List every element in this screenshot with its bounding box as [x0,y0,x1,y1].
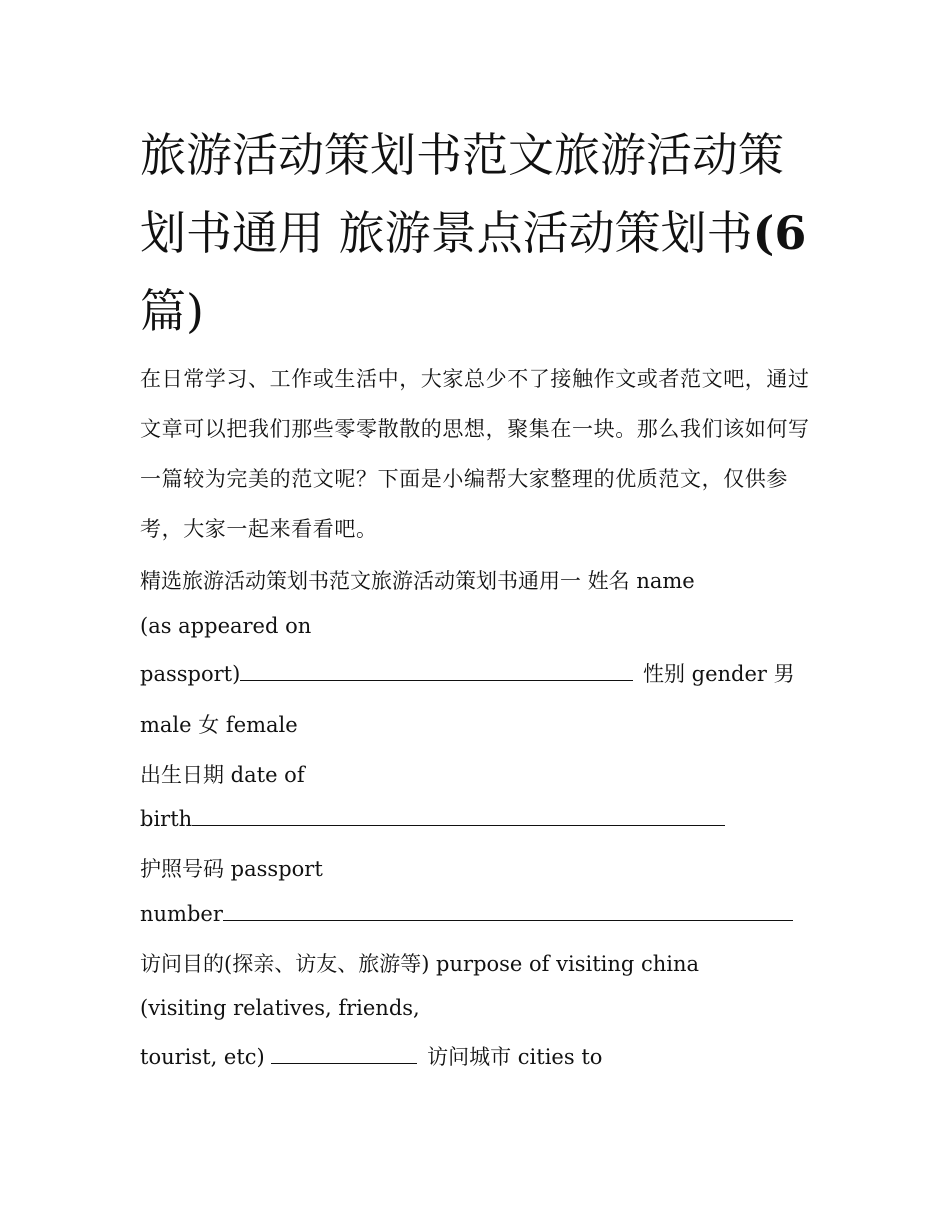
form-line-passport-name-note [140,611,311,641]
birth-blank[interactable] [192,805,725,826]
form-line-purpose [140,949,699,979]
form-line-tourist [140,1042,602,1072]
form-line-name [140,566,695,596]
form-line-passport-number-label [140,854,323,884]
intro-paragraph: 在日常学习、工作或生活中，大家总少不了接触作文或者范文吧，通过文章可以把我们那些零零散散的思想，聚集在一块。那么我们该如何写一篇较为完美的范文呢？下面是小编帮大家整理的优质范文，仅供参考，大家一起来看看吧。 [140,367,810,541]
title-text-suffix: 篇) [140,284,204,338]
purpose-blank[interactable] [271,1043,417,1064]
form-line-purpose-examples [140,993,420,1023]
form-line-name-text: 精选旅游活动策划书范文旅游活动策划书通用一 姓名 name [140,569,695,593]
title-text-main: 旅游活动策划书范文旅游活动策划书通用 旅游景点活动策划书 [140,128,784,260]
number-label: number [140,902,223,926]
form-line-birth [140,804,728,834]
title-text-count: (6 [752,206,807,260]
birth-label: birth [140,807,193,831]
tourist-label: tourist, etc) [140,1045,265,1069]
gender-options-text: male 女 female [140,713,298,737]
passport-number-label-text: 护照号码 passport [140,857,323,881]
form-line-gender [140,659,795,689]
gender-label: 性别 gender 男 [642,662,795,686]
passport-name-blank[interactable] [240,660,633,681]
purpose-examples-text: (visiting relatives, friends, [140,996,420,1020]
form-line-gender-options [140,710,298,740]
passport-name-label: passport) [140,662,241,686]
form-line-number [140,899,796,929]
purpose-label-text: 访问目的(探亲、访友、旅游等) purpose of visiting china [140,952,700,976]
dob-label-text: 出生日期 date of [140,763,305,787]
form-line-passport-name-note-text: (as appeared on [140,614,312,638]
passport-number-blank[interactable] [223,900,793,921]
document-title [140,116,820,350]
cities-label: 访问城市 cities to [427,1045,603,1069]
form-line-dob-label [140,760,305,790]
